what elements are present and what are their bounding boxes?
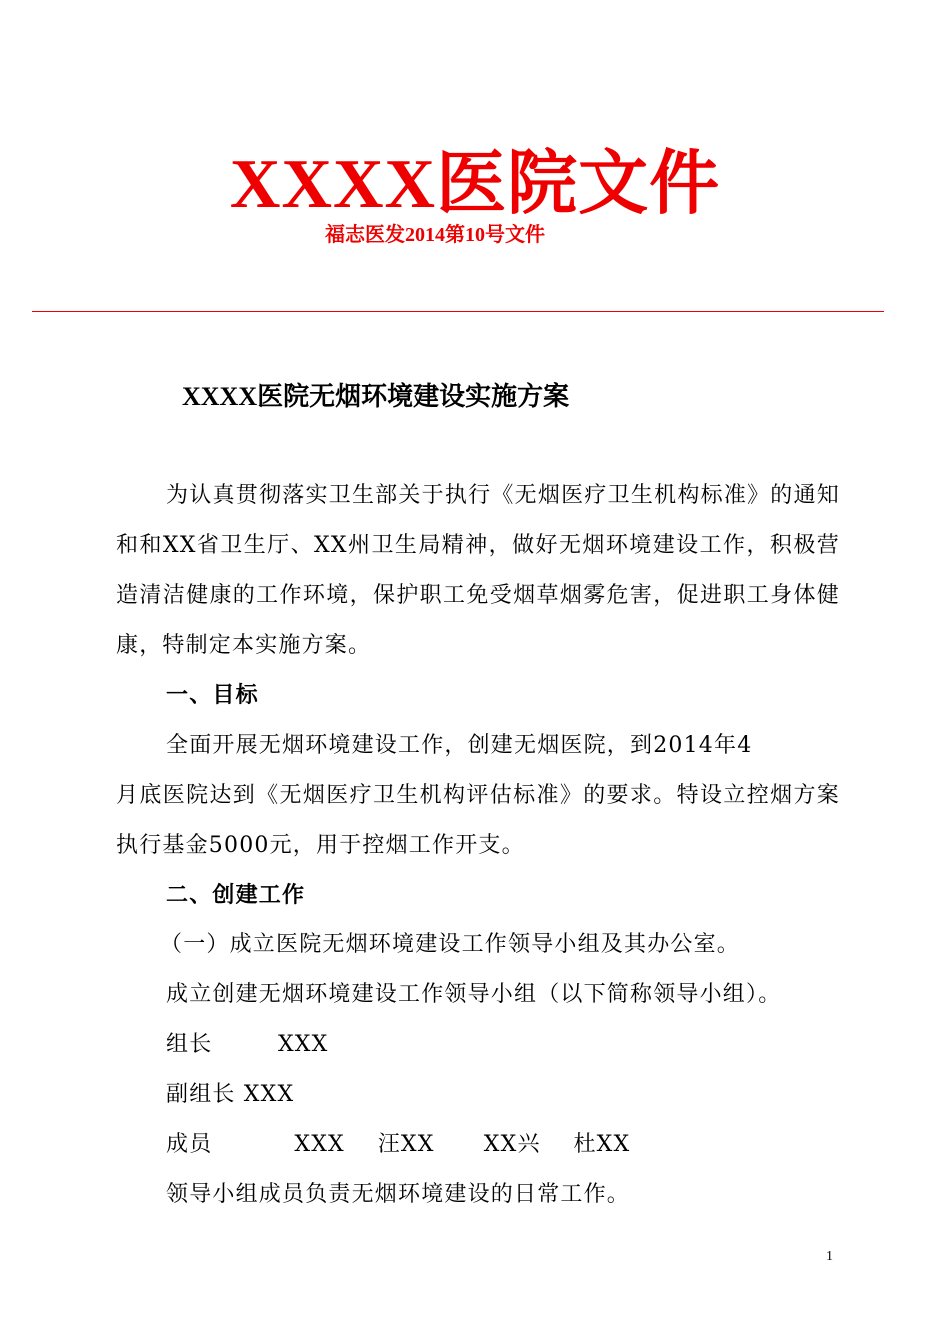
page-number: 1 xyxy=(826,1249,833,1264)
section-1-paragraph-line1: 全面开展无烟环境建设工作，创建无烟医院，到2014年4 xyxy=(166,733,753,758)
group-leader-line: 组长 XXX xyxy=(166,1032,329,1057)
document-header-title: XXXX医院文件 xyxy=(229,146,721,223)
intro-paragraph: 为认真贯彻落实卫生部关于执行《无烟医疗卫生机构标准》的通知和和XX省卫生厅、XX州卫生局精神，做好无烟环境建设工作，积极营造清洁健康的工作环境，保护职工免受烟草烟雾危害，促进职工身体健康，特制定本实施方案。 xyxy=(116,483,840,658)
document-number: 福志医发2014第10号文件 xyxy=(325,224,545,246)
section-2-heading: 二、创建工作 xyxy=(166,883,306,908)
subsection-1-heading: （一）成立医院无烟环境建设工作领导小组及其办公室。 xyxy=(160,932,741,957)
article-title: XXXX医院无烟环境建设实施方案 xyxy=(182,382,570,411)
members-line: 成员 XXX 汪XX XX兴 杜XX xyxy=(166,1132,631,1157)
deputy-leader-line: 副组长 XXX xyxy=(166,1082,295,1107)
leading-group-paragraph: 成立创建无烟环境建设工作领导小组（以下简称领导小组）。 xyxy=(166,982,782,1007)
section-1-paragraph-rest: 月底医院达到《无烟医疗卫生机构评估标准》的要求。特设立控烟方案执行基金5000元，用于控烟工作开支。 xyxy=(116,783,840,858)
section-1-heading: 一、目标 xyxy=(166,683,259,708)
group-duty-paragraph: 领导小组成员负责无烟环境建设的日常工作。 xyxy=(166,1182,631,1207)
header-red-divider xyxy=(32,311,884,312)
